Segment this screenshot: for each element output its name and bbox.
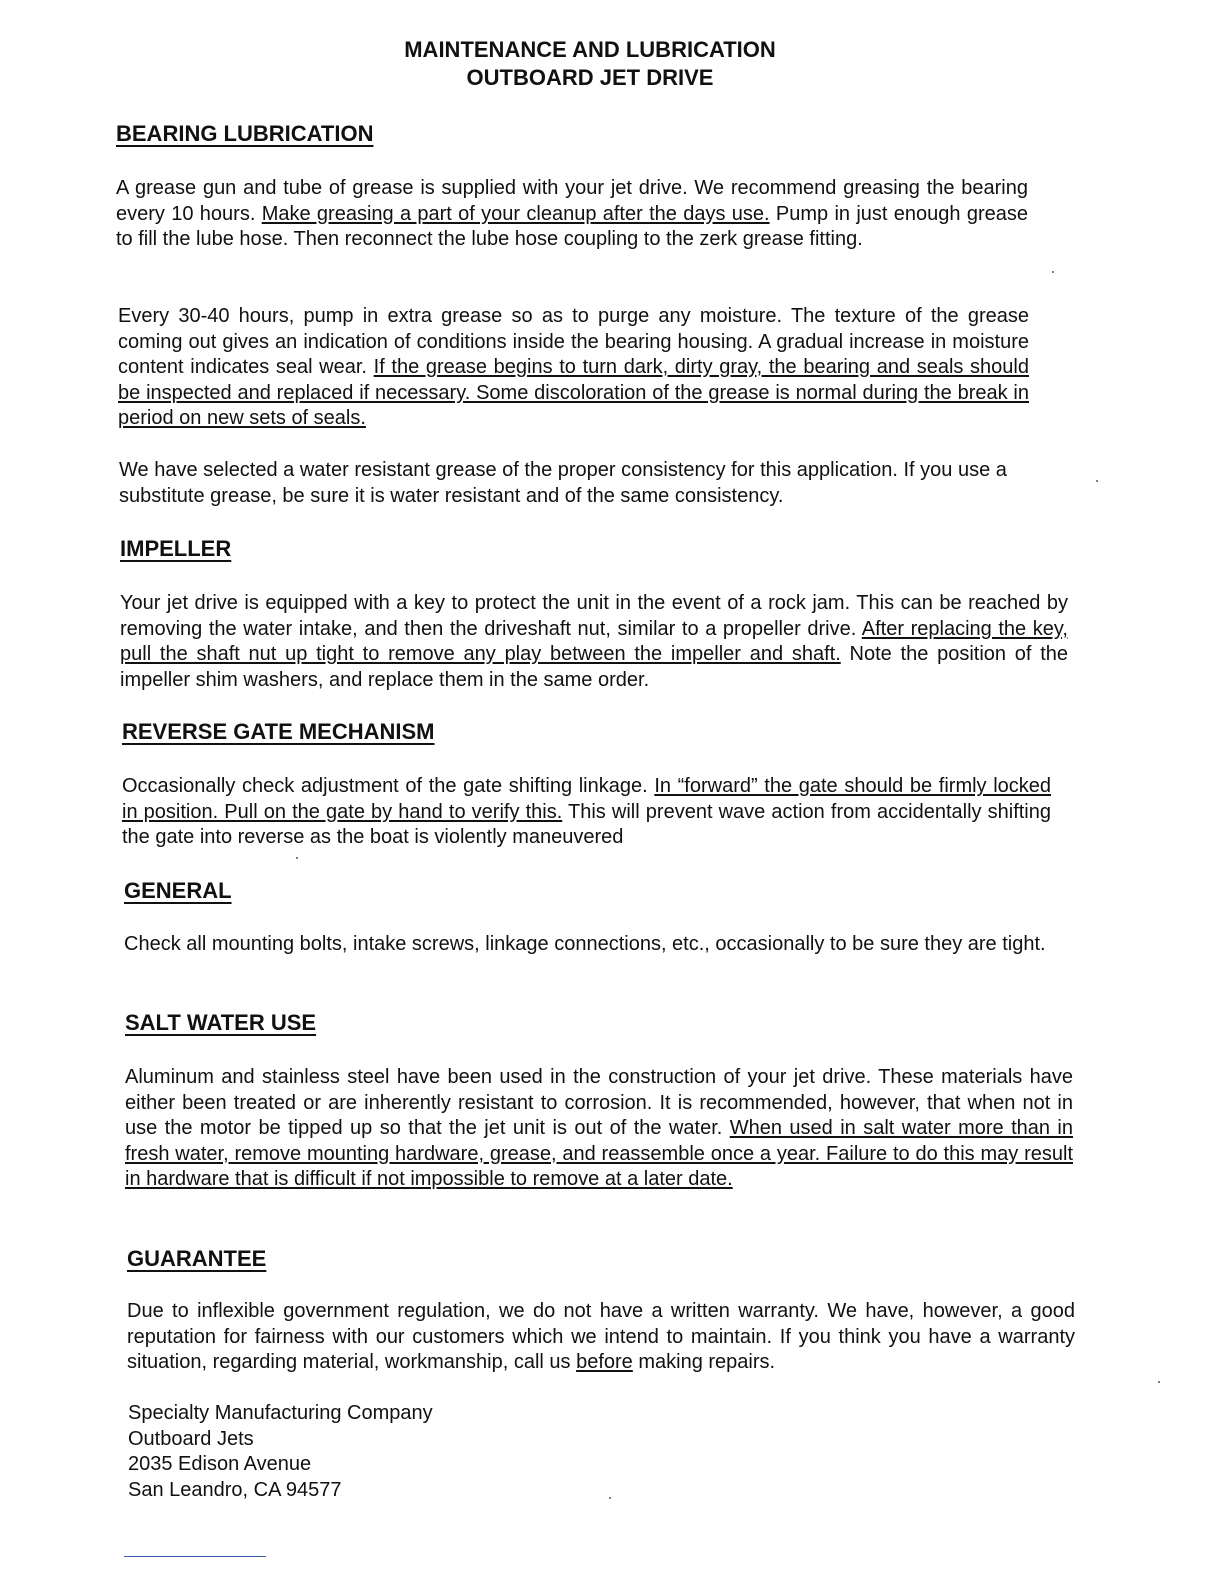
impeller-p1-text-b: Note the position of the impeller shim washers, and replace them in the same order.: [120, 643, 1069, 691]
scan-speck: [1052, 271, 1054, 273]
company-address: [128, 1401, 433, 1503]
general-paragraph: Check all mounting bolts, intake screws, linkage connections, etc., occasionally to be sure they are tight.: [124, 933, 1046, 955]
bearing-p2-text-a: Every 30-40 hours, pump in extra grease so as to purge any moisture. The texture of the grease coming out gives an indication of conditions inside the bearing housing. A gradual increase in moisture content indicates seal wear.: [118, 305, 1029, 378]
reverse-p1-text-a: Occasionally check adjustment of the gate shifting linkage.: [122, 775, 655, 797]
address-street: 2035 Edison Avenue: [128, 1453, 312, 1475]
impeller-p1-text-a: Your jet drive is equipped with a key to protect the unit in the event of a rock jam. This can be reached by removing the water intake, and then the driveshaft nut, similar to a propeller drive.: [120, 592, 1068, 640]
address-city-state-zip: San Leandro, CA 94577: [128, 1478, 342, 1501]
footer-rule: [124, 1556, 266, 1557]
heading-bearing-lubrication: BEARING LUBRICATION: [116, 121, 374, 146]
bearing-p2-underlined: If the grease begins to turn dark, dirty gray, the bearing and seals should be inspected and replaced if necessary. Some discoloration of the grease is normal during the break in period on new sets of seals.: [118, 356, 1029, 429]
salt-p1-underlined: When used in salt water more than in fresh water, remove mounting hardware, grease, and reassemble once a year. Failure to do this may result in hardware that is difficult if not impossible to remove at a later date.: [125, 1117, 1073, 1190]
salt-water-paragraph: [125, 1065, 1073, 1193]
heading-salt-water-use: SALT WATER USE: [125, 1010, 317, 1035]
impeller-paragraph: [120, 591, 1068, 693]
scan-speck: [1158, 1381, 1160, 1383]
address-company-name: Specialty Manufacturing Company: [128, 1402, 433, 1424]
heading-impeller: IMPELLER: [120, 536, 232, 561]
bearing-p1-text-a: A grease gun and tube of grease is supplied with your jet drive. We recommend greasing the bearing every 10 hours.: [116, 177, 1028, 225]
bearing-paragraph-2: [118, 304, 1029, 432]
document-title-line1: MAINTENANCE AND LUBRICATION: [404, 37, 776, 62]
reverse-p1-text-b: This will prevent wave action from accidentally shifting the gate into reverse as the boat is violently maneuvered: [122, 800, 1051, 848]
scan-speck: [1096, 480, 1098, 482]
address-division: Outboard Jets: [128, 1427, 254, 1450]
guarantee-p1-text-b: making repairs.: [632, 1351, 776, 1373]
impeller-p1-underlined: After replacing the key, pull the shaft nut up tight to remove any play between the impeller and shaft.: [120, 617, 1068, 665]
scan-speck: [296, 857, 298, 859]
reverse-gate-paragraph: [122, 774, 1051, 851]
guarantee-p1-underlined: before: [576, 1351, 633, 1373]
reverse-p1-underlined: In “forward” the gate should be firmly locked in position. Pull on the gate by hand to verify this.: [122, 775, 1052, 823]
heading-general: GENERAL: [124, 878, 232, 903]
salt-p1-text-a: Aluminum and stainless steel have been used in the construction of your jet drive. These materials have either been treated or are inherently resistant to corrosion. It is recommended, however, that when not in use the motor be tipped up so that the jet unit is out of the water.: [125, 1066, 1073, 1139]
bearing-p1-underlined: Make greasing a part of your cleanup after the days use.: [261, 202, 770, 225]
bearing-paragraph-1: [116, 176, 1028, 253]
heading-guarantee: GUARANTEE: [127, 1246, 267, 1271]
guarantee-paragraph: [127, 1299, 1075, 1376]
heading-reverse-gate-mechanism: REVERSE GATE MECHANISM: [122, 719, 435, 744]
bearing-p1-text-b: Pump in just enough grease to fill the lube hose. Then reconnect the lube hose coupling to the zerk grease fitting.: [116, 202, 1028, 250]
guarantee-p1-text-a: Due to inflexible government regulation, we do not have a written warranty. We have, however, a good reputation for fairness with our customers which we intend to maintain. If you think you have a warranty situation, regarding material, workmanship, call us: [127, 1300, 1075, 1373]
document-title-line2: OUTBOARD JET DRIVE: [466, 65, 714, 90]
bearing-paragraph-3: We have selected a water resistant grease of the proper consistency for this application. If you use a substitute grease, be sure it is water resistant and of the same consistency.: [119, 459, 1007, 507]
scan-speck: [609, 1497, 611, 1499]
